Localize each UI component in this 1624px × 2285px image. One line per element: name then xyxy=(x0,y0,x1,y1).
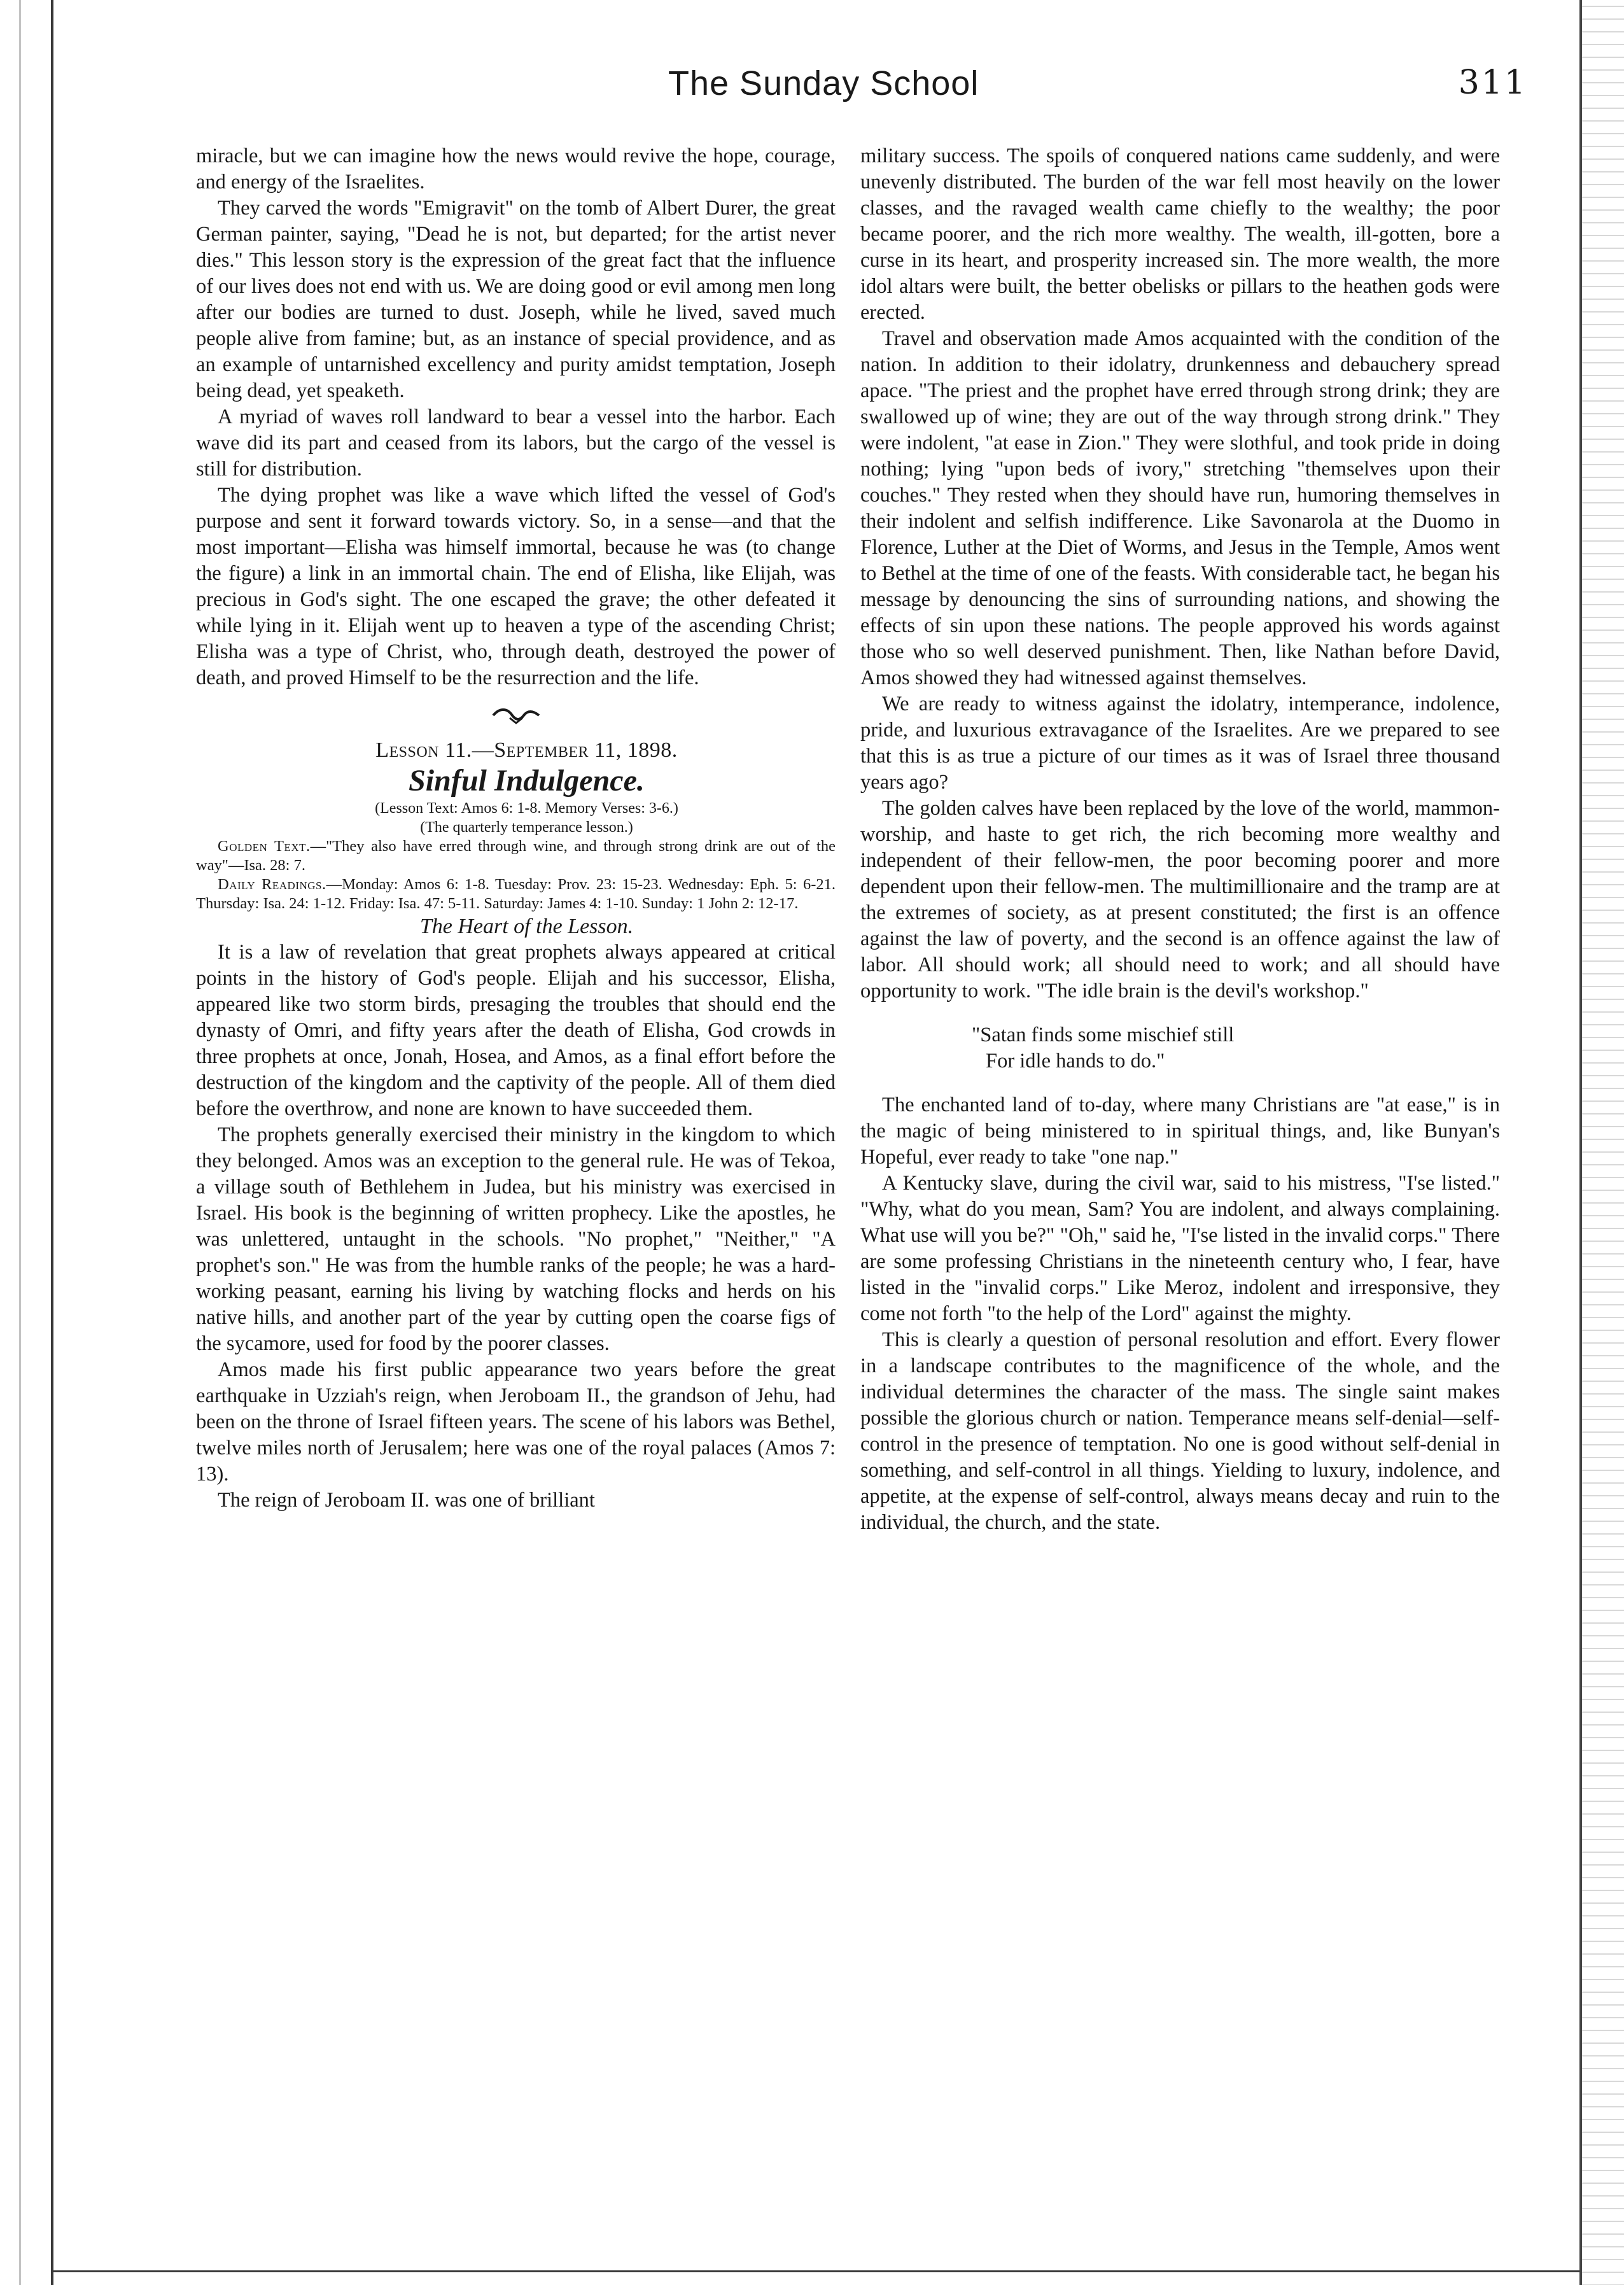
ornament-divider xyxy=(196,705,836,724)
lesson-title: Sinful Indulgence. xyxy=(409,764,645,798)
golden-text xyxy=(196,837,836,875)
paragraph: They carved the words "Emigravit" on the tomb of Albert Durer, the great German painter, saying, "Dead he is not, but departed; for the artist never dies." This lesson story is the expression of the great fact that the influence of our lives does not end with us. We are doing good or evil among men long after our bodies are turned to dust. Joseph, while he lived, saved much people alive from famine; but, as an instance of special providence, and as an example of untarnished excellency and purity amidst temptation, Joseph being dead, yet speaketh. xyxy=(196,197,836,402)
running-header xyxy=(159,64,1527,115)
daily-readings-body: —Monday: Amos 6: 1-8. Tuesday: Prov. 23: 15-23. Wednesday: Eph. 5: 6-21. Thursday: Isa. 24: 1-12. Friday: Isa. 47: 5-11. Saturday: James 4: 1-10. Sunday: 1 John 2: 12-17. xyxy=(196,876,836,912)
lesson-text-reference: (Lesson Text: Amos 6: 1-8. Memory Verses: 3-6.) xyxy=(375,800,678,817)
page-number: 311 xyxy=(1458,64,1527,102)
lesson-label: Lesson 11.—September 11, 1898. xyxy=(375,738,678,762)
paragraph: miracle, but we can imagine how the news would revive the hope, courage, and energy of the Israelites. xyxy=(196,144,836,193)
paragraph: The dying prophet was like a wave which lifted the vessel of God's purpose and sent it forward towards victory. So, in a sense—and that the most important—Elisha was himself immortal, because he was (to change the figure) a link in an immortal chain. The end of Elisha, like Elijah, was precious in God's sight. The one escaped the grave; the other defeated it while lying in it. Elijah went up to heaven a type of the ascending Christ; Elisha was a type of Christ, who, through death, destroyed the power of death, and proved Himself to be the resurrection and the life. xyxy=(196,484,836,689)
verse-line: For idle hands to do." xyxy=(986,1050,1165,1072)
page-edge-right xyxy=(1579,0,1624,2285)
page-binding-edge-left xyxy=(0,0,53,2285)
paragraph: military success. The spoils of conquered nations came suddenly, and were unevenly distributed. The burden of the war fell most heavily on the lower classes, and the ravaged wealth came chiefly to the wealthy; the poor became poorer, and the rich more wealthy. The wealth, ill-gotten, bore a curse in its heart, and prosperity increased sin. The more wealth, the more idol altars were built, the better obelisks or pillars to the heathen gods were erected. xyxy=(860,144,1500,324)
paragraph: We are ready to witness against the idolatry, intemperance, indolence, pride, and luxurious extravagance of the Israelites. Are we prepared to see that this is as true a picture of our times as it was of Israel three thousand years ago? xyxy=(860,693,1500,794)
paragraph: The enchanted land of to-day, where many Christians are "at ease," is in the magic of being ministered to in spiritual things, and, like Bunyan's Hopeful, ever ready to take "one nap." xyxy=(860,1093,1500,1169)
paragraph: A Kentucky slave, during the civil war, said to his mistress, "I'se listed." "Why, what do you mean, Sam? You are indolent, and always complaining. What use will you be?" "Oh," said he, "I'se listed in the invalid corps." There are some professing Christians in the nineteenth century who, I fear, have listed in the "invalid corps." Like Meroz, indolent and irresponsive, they come not forth "to the help of the Lord" against the mighty. xyxy=(860,1172,1500,1325)
golden-text-label: Golden Text. xyxy=(218,838,311,855)
verse-quotation xyxy=(972,1022,1500,1074)
paragraph: The prophets generally exercised their ministry in the kingdom to which they belonged. Amos was an exception to the general rule. He was of Tekoa, a village south of Bethlehem in Judea, but his ministry was exercised in Israel. His book is the beginning of written prophecy. Like the apostles, he was unlettered, untaught in the schools. "No prophet," "Neither," "A prophet's son." He was from the humble ranks of the people; he was a hard-working peasant, earning his living by watching flocks and herds on his native hills, and another part of the year by cutting open the coarse figs of the sycamore, used for food by the poorer classes. xyxy=(196,1123,836,1355)
bottom-rule xyxy=(51,2270,1579,2272)
running-title: The Sunday School xyxy=(668,64,979,102)
section-heading: The Heart of the Lesson. xyxy=(419,915,634,938)
paragraph: The reign of Jeroboam II. was one of brilliant xyxy=(218,1489,595,1512)
paragraph: It is a law of revelation that great prophets always appeared at critical points in the history of God's people. Elijah and his successor, Elisha, appeared like two storm birds, presaging the troubles that should end the dynasty of Omri, and fifty years after the death of Elisha, God crowds in three prophets at once, Jonah, Hosea, and Amos, as a final effort before the destruction of the kingdom and the captivity of the people. All of them died before the overthrow, and none are known to have succeeded them. xyxy=(196,941,836,1120)
paragraph: A myriad of waves roll landward to bear a vessel into the harbor. Each wave did its part and ceased from its labors, but the cargo of the vessel is still for distribution. xyxy=(196,405,836,481)
golden-text-body: —"They also have erred through wine, and through strong drink are out of the way"—Isa. 28: 7. xyxy=(196,838,836,874)
paragraph: Travel and observation made Amos acquainted with the condition of the nation. In addition to their idolatry, drunkenness and debauchery spread apace. "The priest and the prophet have erred through strong drink; they are swallowed up of wine; they are out of the way through strong drink." They were indolent, "at ease in Zion." They were slothful, and took pride in doing nothing; lying "upon beds of ivory," stretching "themselves upon their couches." They rested when they should have run, humoring themselves in their indolent and selfish indifference. Like Savonarola at the Duomo in Florence, Luther at the Diet of Worms, and Jesus in the Temple, Amos went to Bethel at the time of one of the feasts. With considerable tact, he began his message by denouncing the sins of surrounding nations, and showing the effects of sin upon these nations. The people approved his words against those who so well deserved punishment. Then, like Nathan before David, Amos showed they had witnessed against themselves. xyxy=(860,327,1500,689)
daily-readings-label: Daily Readings. xyxy=(218,876,326,893)
lesson-subtitle: (The quarterly temperance lesson.) xyxy=(420,819,633,836)
right-column xyxy=(860,143,1500,1536)
paragraph: This is clearly a question of personal resolution and effort. Every flower in a landscape contributes to the magnificence of the whole, and the individual determines the character of the mass. The single saint makes possible the glorious church or nation. Temperance means self-denial—self-control in the presence of temptation. No one is good without self-denial in something, and self-control in all things. Yielding to luxury, indolence, and appetite, at the expense of self-control, always means decay and ruin to the individual, the church, and the state. xyxy=(860,1328,1500,1534)
verse-line: "Satan finds some mischief still xyxy=(972,1023,1235,1046)
paragraph: Amos made his first public appearance two years before the great earthquake in Uzziah's reign, when Jeroboam II., the grandson of Jehu, had been on the throne of Israel fifteen years. The scene of his labors was Bethel, twelve miles north of Jerusalem; here was one of the royal palaces (Amos 7: 13). xyxy=(196,1358,836,1486)
daily-readings xyxy=(196,875,836,913)
paragraph: The golden calves have been replaced by the love of the world, mammon-worship, and haste to get rich, the rich becoming more wealthy and independent of their fellow-men, the poor becoming poorer and more dependent upon their fellow-men. The multimillionaire and the tramp are at the extremes of society, as at present constituted; the first is an offence against the law of poverty, and the second is an offence against the law of labor. All should work; all should need to work; and all should have opportunity to work. "The idle brain is the devil's workshop." xyxy=(860,797,1500,1002)
ornament-icon xyxy=(491,707,542,724)
left-column xyxy=(196,143,836,1514)
